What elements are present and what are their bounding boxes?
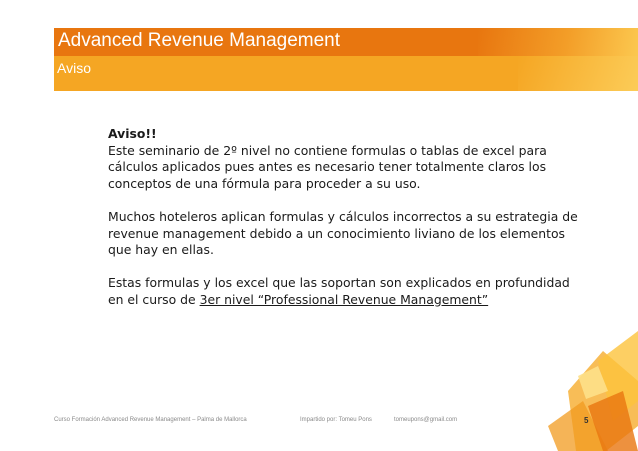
footer-email[interactable]: tomeupons@gmail.com (394, 417, 458, 423)
notice-heading: Aviso!! (108, 126, 157, 141)
slide-body (108, 126, 578, 325)
notice-paragraph-3-text: Estas formulas y los excel que las soportan son explicados en profundidad en el curso de (108, 275, 570, 307)
footer-course: Curso Formación Advanced Revenue Management – Palma de Mallorca (54, 417, 247, 423)
notice-paragraph-3 (108, 275, 578, 308)
decorative-orange-shapes (528, 331, 638, 451)
footer-instructor: Impartido por: Tomeu Pons (300, 417, 372, 423)
header-subtitle-bar (54, 56, 638, 91)
slide-title: Advanced Revenue Management (58, 30, 341, 51)
course-link[interactable]: 3er nivel “Professional Revenue Management” (199, 291, 489, 307)
slide-header (54, 28, 638, 91)
page-number: 5 (584, 416, 589, 425)
notice-paragraph-2: Muchos hoteleros aplican formulas y cálculos incorrectos a su estrategia de revenue management debido a un conocimiento liviano de los elementos que hay en ellas. (108, 208, 578, 258)
notice-paragraph-1: Este seminario de 2º nivel no contiene formulas o tablas de excel para cálculos aplicados pues antes es necesario tener totalmente claros los conceptos de una fórmula para proceder a su uso. (108, 142, 547, 191)
slide-subtitle: Aviso (57, 60, 91, 76)
